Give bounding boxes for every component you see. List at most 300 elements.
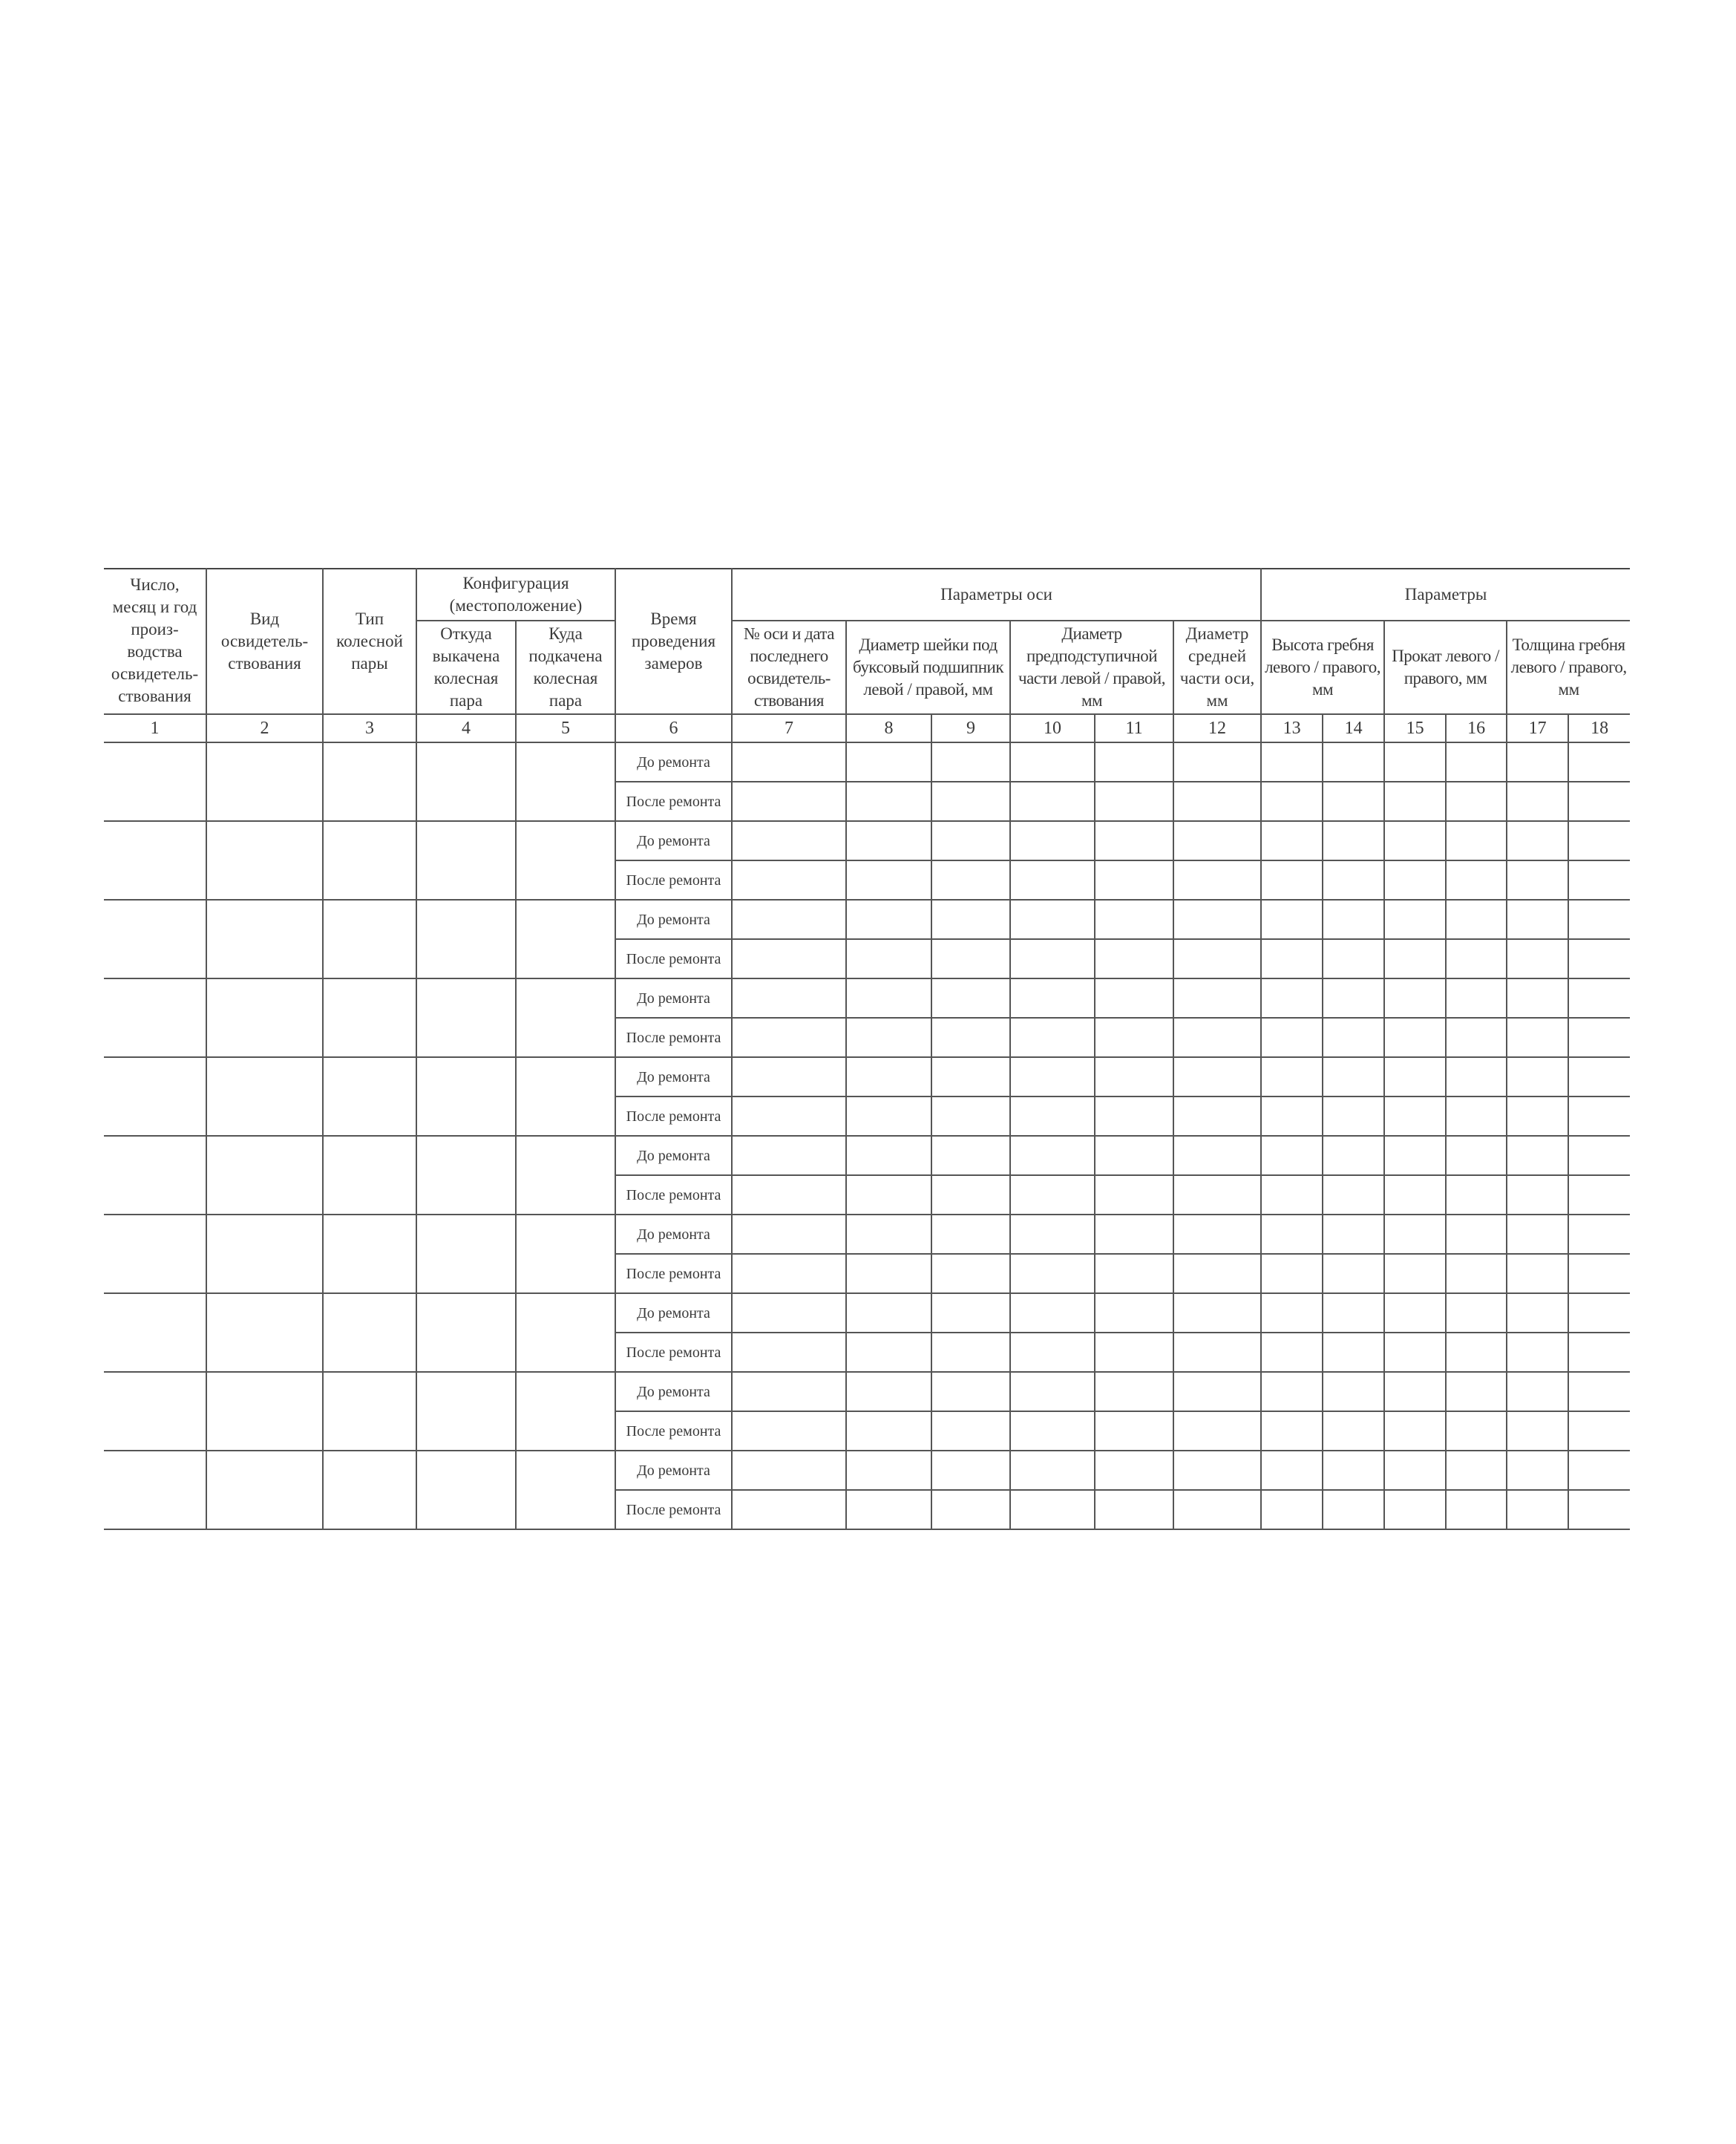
- measurement-cell[interactable]: [931, 1372, 1010, 1411]
- measurement-cell[interactable]: [931, 860, 1010, 900]
- record-cell[interactable]: [323, 1136, 416, 1215]
- measurement-cell[interactable]: [1173, 860, 1261, 900]
- measurement-cell[interactable]: [1323, 1372, 1384, 1411]
- header-flange-thickness: Толщина гребня левого / правого, мм: [1507, 621, 1630, 714]
- measurement-cell[interactable]: [1261, 1018, 1323, 1057]
- measurement-cell[interactable]: [1323, 1018, 1384, 1057]
- measurement-cell[interactable]: [1323, 860, 1384, 900]
- measurement-cell[interactable]: [1507, 939, 1568, 978]
- measurement-cell[interactable]: [1446, 900, 1507, 939]
- header-tread-wear: Прокат левого / правого, мм: [1384, 621, 1507, 714]
- measurement-cell[interactable]: [1568, 1372, 1630, 1411]
- measurement-cell[interactable]: [732, 1096, 846, 1136]
- measurement-cell[interactable]: [1568, 1451, 1630, 1490]
- measurement-cell[interactable]: [1261, 939, 1323, 978]
- measurement-cell[interactable]: [1261, 900, 1323, 939]
- measurement-cell[interactable]: [1568, 1293, 1630, 1333]
- measurement-cell[interactable]: [1095, 939, 1173, 978]
- measurement-cell[interactable]: [1323, 900, 1384, 939]
- measurement-cell[interactable]: [1010, 939, 1095, 978]
- record-row-before: [104, 978, 1630, 1018]
- measurement-cell[interactable]: [1568, 978, 1630, 1018]
- measurement-cell[interactable]: [846, 1293, 931, 1333]
- measurement-cell[interactable]: [1261, 860, 1323, 900]
- measurement-cell[interactable]: [1446, 1411, 1507, 1451]
- measurement-cell[interactable]: [1446, 1490, 1507, 1529]
- measurement-cell[interactable]: [931, 1451, 1010, 1490]
- measurement-cell[interactable]: [1568, 1018, 1630, 1057]
- measurement-cell[interactable]: [1095, 782, 1173, 821]
- measurement-cell[interactable]: [1261, 1490, 1323, 1529]
- measurement-cell[interactable]: [1010, 1254, 1095, 1293]
- measurement-cell[interactable]: [1173, 1490, 1261, 1529]
- measurement-cell[interactable]: [931, 1175, 1010, 1215]
- record-cell[interactable]: [416, 742, 516, 821]
- measurement-cell[interactable]: [1446, 939, 1507, 978]
- measurement-cell[interactable]: [1095, 1096, 1173, 1136]
- record-cell[interactable]: [323, 1451, 416, 1529]
- measurement-cell[interactable]: [1384, 1333, 1446, 1372]
- measurement-cell[interactable]: [1384, 1096, 1446, 1136]
- measurement-cell[interactable]: [1384, 1411, 1446, 1451]
- measurement-cell[interactable]: [1507, 1136, 1568, 1175]
- measurement-cell[interactable]: [732, 821, 846, 860]
- measurement-cell[interactable]: [931, 1136, 1010, 1175]
- measurement-cell[interactable]: [1568, 821, 1630, 860]
- record-cell[interactable]: [516, 821, 615, 900]
- record-cell[interactable]: [416, 1372, 516, 1451]
- measurement-cell[interactable]: [1446, 1096, 1507, 1136]
- measurement-cell[interactable]: [931, 1490, 1010, 1529]
- measurement-cell[interactable]: [1010, 1136, 1095, 1175]
- measurement-cell[interactable]: [1010, 1215, 1095, 1254]
- measurement-cell[interactable]: [1446, 821, 1507, 860]
- measurement-cell[interactable]: [1568, 1096, 1630, 1136]
- measurement-cell[interactable]: [1507, 900, 1568, 939]
- measurement-cell[interactable]: [1010, 1411, 1095, 1451]
- measurement-cell[interactable]: [732, 1057, 846, 1096]
- measurement-cell[interactable]: [846, 1451, 931, 1490]
- measurement-cell[interactable]: [1507, 782, 1568, 821]
- measurement-cell[interactable]: [1173, 782, 1261, 821]
- measurement-cell[interactable]: [931, 1411, 1010, 1451]
- measurement-cell[interactable]: [1173, 1333, 1261, 1372]
- measurement-cell[interactable]: [1095, 1490, 1173, 1529]
- measurement-cell[interactable]: [1095, 1451, 1173, 1490]
- record-cell[interactable]: [323, 978, 416, 1057]
- measurement-cell[interactable]: [1507, 978, 1568, 1018]
- measurement-cell[interactable]: [1384, 1372, 1446, 1411]
- measurement-cell[interactable]: [1261, 1333, 1323, 1372]
- measurement-cell[interactable]: [1261, 1096, 1323, 1136]
- column-number: 11: [1095, 714, 1173, 742]
- measurement-cell[interactable]: [1095, 1254, 1173, 1293]
- measurement-cell[interactable]: [1446, 1057, 1507, 1096]
- measurement-cell[interactable]: [1323, 978, 1384, 1018]
- measurement-cell[interactable]: [846, 1018, 931, 1057]
- measurement-cell[interactable]: [1261, 821, 1323, 860]
- record-cell[interactable]: [104, 821, 206, 900]
- measurement-cell[interactable]: [1261, 1451, 1323, 1490]
- measurement-cell[interactable]: [732, 1254, 846, 1293]
- measurement-cell[interactable]: [1568, 1411, 1630, 1451]
- measurement-cell[interactable]: [1010, 742, 1095, 782]
- measurement-cell[interactable]: [732, 860, 846, 900]
- measurement-cell[interactable]: [1446, 782, 1507, 821]
- measurement-cell[interactable]: [931, 1254, 1010, 1293]
- measurement-cell[interactable]: [1173, 1254, 1261, 1293]
- measurement-cell[interactable]: [1173, 1215, 1261, 1254]
- measurement-cell[interactable]: [1384, 1254, 1446, 1293]
- measurement-cell[interactable]: [1568, 1490, 1630, 1529]
- measurement-cell[interactable]: [1173, 1451, 1261, 1490]
- record-cell[interactable]: [206, 900, 323, 978]
- record-cell[interactable]: [323, 1057, 416, 1136]
- record-cell[interactable]: [516, 1057, 615, 1136]
- measurement-cell[interactable]: [1568, 1136, 1630, 1175]
- measurement-cell[interactable]: [1173, 1411, 1261, 1451]
- measurement-cell[interactable]: [931, 939, 1010, 978]
- measurement-cell[interactable]: [1507, 1018, 1568, 1057]
- measurement-cell[interactable]: [931, 742, 1010, 782]
- measurement-cell[interactable]: [1095, 1411, 1173, 1451]
- measurement-cell[interactable]: [1261, 742, 1323, 782]
- measurement-cell[interactable]: [1010, 821, 1095, 860]
- measurement-cell[interactable]: [1568, 782, 1630, 821]
- measurement-cell[interactable]: [1446, 1372, 1507, 1411]
- measurement-cell[interactable]: [1446, 860, 1507, 900]
- measurement-cell[interactable]: [1010, 1451, 1095, 1490]
- measurement-cell[interactable]: [732, 900, 846, 939]
- measurement-cell[interactable]: [1095, 1293, 1173, 1333]
- measurement-cell[interactable]: [732, 782, 846, 821]
- measurement-time-label: После ремонта: [615, 939, 732, 978]
- measurement-cell[interactable]: [931, 900, 1010, 939]
- measurement-cell[interactable]: [1323, 939, 1384, 978]
- measurement-cell[interactable]: [1384, 860, 1446, 900]
- measurement-cell[interactable]: [1323, 1096, 1384, 1136]
- header-parameters: Параметры: [1261, 569, 1630, 621]
- record-cell[interactable]: [104, 978, 206, 1057]
- measurement-cell[interactable]: [732, 939, 846, 978]
- measurement-cell[interactable]: [846, 742, 931, 782]
- measurement-cell[interactable]: [1507, 860, 1568, 900]
- measurement-cell[interactable]: [1568, 1057, 1630, 1096]
- measurement-cell[interactable]: [846, 939, 931, 978]
- measurement-time-label: До ремонта: [615, 1451, 732, 1490]
- measurement-cell[interactable]: [1446, 1215, 1507, 1254]
- measurement-cell[interactable]: [1568, 900, 1630, 939]
- measurement-cell[interactable]: [1446, 1293, 1507, 1333]
- measurement-cell[interactable]: [931, 1293, 1010, 1333]
- measurement-cell[interactable]: [1095, 821, 1173, 860]
- measurement-cell[interactable]: [1095, 1057, 1173, 1096]
- measurement-cell[interactable]: [1384, 742, 1446, 782]
- measurement-cell[interactable]: [1095, 1215, 1173, 1254]
- measurement-cell[interactable]: [846, 782, 931, 821]
- record-cell[interactable]: [516, 1215, 615, 1293]
- measurement-cell[interactable]: [1173, 1136, 1261, 1175]
- measurement-cell[interactable]: [1095, 900, 1173, 939]
- measurement-cell[interactable]: [1010, 1096, 1095, 1136]
- measurement-cell[interactable]: [1323, 821, 1384, 860]
- measurement-cell[interactable]: [1384, 900, 1446, 939]
- measurement-cell[interactable]: [1261, 1411, 1323, 1451]
- measurement-cell[interactable]: [1568, 939, 1630, 978]
- measurement-cell[interactable]: [1010, 1372, 1095, 1411]
- measurement-cell[interactable]: [1173, 1057, 1261, 1096]
- measurement-cell[interactable]: [1384, 1215, 1446, 1254]
- measurement-cell[interactable]: [1507, 1215, 1568, 1254]
- measurement-cell[interactable]: [732, 1372, 846, 1411]
- measurement-cell[interactable]: [846, 1096, 931, 1136]
- measurement-cell[interactable]: [1010, 1057, 1095, 1096]
- record-cell[interactable]: [516, 978, 615, 1057]
- record-cell[interactable]: [104, 900, 206, 978]
- measurement-cell[interactable]: [1384, 1175, 1446, 1215]
- measurement-cell[interactable]: [732, 1018, 846, 1057]
- record-cell[interactable]: [416, 1057, 516, 1136]
- measurement-cell[interactable]: [1095, 1333, 1173, 1372]
- measurement-cell[interactable]: [1173, 978, 1261, 1018]
- measurement-cell[interactable]: [1261, 1175, 1323, 1215]
- measurement-cell[interactable]: [1507, 1333, 1568, 1372]
- record-cell[interactable]: [206, 978, 323, 1057]
- measurement-cell[interactable]: [1095, 860, 1173, 900]
- measurement-cell[interactable]: [732, 1451, 846, 1490]
- measurement-cell[interactable]: [931, 1096, 1010, 1136]
- measurement-cell[interactable]: [846, 1175, 931, 1215]
- measurement-cell[interactable]: [732, 1215, 846, 1254]
- record-cell[interactable]: [323, 1293, 416, 1372]
- measurement-cell[interactable]: [1323, 1057, 1384, 1096]
- record-cell[interactable]: [206, 742, 323, 821]
- measurement-cell[interactable]: [1261, 782, 1323, 821]
- measurement-cell[interactable]: [1095, 1018, 1173, 1057]
- measurement-cell[interactable]: [1507, 821, 1568, 860]
- measurement-cell[interactable]: [1384, 1293, 1446, 1333]
- measurement-cell[interactable]: [732, 1175, 846, 1215]
- record-cell[interactable]: [516, 900, 615, 978]
- record-cell[interactable]: [416, 1451, 516, 1529]
- measurement-cell[interactable]: [1173, 1293, 1261, 1333]
- measurement-cell[interactable]: [1173, 821, 1261, 860]
- measurement-cell[interactable]: [846, 1057, 931, 1096]
- record-cell[interactable]: [206, 1057, 323, 1136]
- measurement-cell[interactable]: [1010, 1490, 1095, 1529]
- measurement-cell[interactable]: [1323, 1175, 1384, 1215]
- record-cell[interactable]: [323, 900, 416, 978]
- measurement-cell[interactable]: [846, 1254, 931, 1293]
- measurement-cell[interactable]: [1173, 1096, 1261, 1136]
- measurement-cell[interactable]: [1446, 1333, 1507, 1372]
- measurement-cell[interactable]: [1261, 1136, 1323, 1175]
- measurement-cell[interactable]: [931, 1057, 1010, 1096]
- record-cell[interactable]: [206, 1215, 323, 1293]
- measurement-cell[interactable]: [846, 1136, 931, 1175]
- measurement-cell[interactable]: [1323, 742, 1384, 782]
- measurement-cell[interactable]: [1261, 978, 1323, 1018]
- record-cell[interactable]: [104, 1372, 206, 1451]
- measurement-cell[interactable]: [1173, 1175, 1261, 1215]
- measurement-cell[interactable]: [1568, 742, 1630, 782]
- measurement-cell[interactable]: [732, 1333, 846, 1372]
- measurement-cell[interactable]: [1446, 1175, 1507, 1215]
- record-cell[interactable]: [416, 1215, 516, 1293]
- measurement-cell[interactable]: [1507, 1293, 1568, 1333]
- measurement-cell[interactable]: [846, 860, 931, 900]
- measurement-cell[interactable]: [931, 1215, 1010, 1254]
- measurement-cell[interactable]: [1384, 821, 1446, 860]
- measurement-cell[interactable]: [1010, 1293, 1095, 1333]
- measurement-cell[interactable]: [1507, 1096, 1568, 1136]
- measurement-cell[interactable]: [1323, 1451, 1384, 1490]
- measurement-cell[interactable]: [931, 782, 1010, 821]
- record-cell[interactable]: [516, 1293, 615, 1372]
- measurement-cell[interactable]: [1095, 1136, 1173, 1175]
- measurement-cell[interactable]: [1173, 1018, 1261, 1057]
- measurement-cell[interactable]: [1261, 1293, 1323, 1333]
- measurement-cell[interactable]: [1010, 1175, 1095, 1215]
- measurement-cell[interactable]: [1173, 742, 1261, 782]
- measurement-cell[interactable]: [1507, 1175, 1568, 1215]
- record-cell[interactable]: [104, 1293, 206, 1372]
- measurement-cell[interactable]: [931, 1018, 1010, 1057]
- measurement-cell[interactable]: [1261, 1372, 1323, 1411]
- record-cell[interactable]: [206, 821, 323, 900]
- record-cell[interactable]: [416, 900, 516, 978]
- record-cell[interactable]: [206, 1451, 323, 1529]
- measurement-cell[interactable]: [1323, 1333, 1384, 1372]
- record-cell[interactable]: [323, 1215, 416, 1293]
- record-cell[interactable]: [516, 1372, 615, 1451]
- measurement-cell[interactable]: [1507, 1490, 1568, 1529]
- measurement-cell[interactable]: [732, 1411, 846, 1451]
- record-cell[interactable]: [416, 1293, 516, 1372]
- measurement-cell[interactable]: [1446, 1018, 1507, 1057]
- measurement-cell[interactable]: [1173, 900, 1261, 939]
- record-cell[interactable]: [516, 1451, 615, 1529]
- measurement-cell[interactable]: [1323, 782, 1384, 821]
- measurement-cell[interactable]: [1095, 1175, 1173, 1215]
- measurement-cell[interactable]: [846, 1215, 931, 1254]
- measurement-cell[interactable]: [1010, 860, 1095, 900]
- measurement-cell[interactable]: [931, 1333, 1010, 1372]
- record-cell[interactable]: [206, 1136, 323, 1215]
- record-cell[interactable]: [104, 1136, 206, 1215]
- measurement-cell[interactable]: [1010, 900, 1095, 939]
- measurement-cell[interactable]: [1446, 1136, 1507, 1175]
- measurement-cell[interactable]: [1261, 1254, 1323, 1293]
- measurement-cell[interactable]: [846, 900, 931, 939]
- record-cell[interactable]: [416, 1136, 516, 1215]
- measurement-cell[interactable]: [1095, 978, 1173, 1018]
- measurement-time-label: До ремонта: [615, 1372, 732, 1411]
- measurement-cell[interactable]: [1010, 782, 1095, 821]
- measurement-cell[interactable]: [1507, 1451, 1568, 1490]
- record-cell[interactable]: [323, 1372, 416, 1451]
- measurement-cell[interactable]: [846, 1411, 931, 1451]
- record-cell[interactable]: [323, 821, 416, 900]
- measurement-cell[interactable]: [846, 1333, 931, 1372]
- record-cell[interactable]: [416, 978, 516, 1057]
- record-cell[interactable]: [206, 1372, 323, 1451]
- measurement-cell[interactable]: [732, 978, 846, 1018]
- measurement-cell[interactable]: [1384, 1451, 1446, 1490]
- measurement-cell[interactable]: [1010, 1018, 1095, 1057]
- measurement-cell[interactable]: [1446, 1254, 1507, 1293]
- measurement-cell[interactable]: [1010, 978, 1095, 1018]
- record-cell[interactable]: [104, 742, 206, 821]
- measurement-cell[interactable]: [1446, 742, 1507, 782]
- measurement-cell[interactable]: [1568, 1333, 1630, 1372]
- measurement-cell[interactable]: [732, 1136, 846, 1175]
- measurement-cell[interactable]: [1507, 1372, 1568, 1411]
- measurement-cell[interactable]: [1173, 939, 1261, 978]
- record-cell[interactable]: [516, 742, 615, 821]
- measurement-cell[interactable]: [1507, 1057, 1568, 1096]
- record-cell[interactable]: [206, 1293, 323, 1372]
- measurement-cell[interactable]: [1323, 1215, 1384, 1254]
- measurement-cell[interactable]: [732, 1293, 846, 1333]
- measurement-cell[interactable]: [931, 821, 1010, 860]
- column-number: 1: [104, 714, 206, 742]
- measurement-cell[interactable]: [1323, 1254, 1384, 1293]
- measurement-cell[interactable]: [846, 1372, 931, 1411]
- measurement-cell[interactable]: [1568, 1215, 1630, 1254]
- measurement-cell[interactable]: [846, 1490, 931, 1529]
- measurement-cell[interactable]: [1507, 1411, 1568, 1451]
- measurement-cell[interactable]: [732, 1490, 846, 1529]
- measurement-cell[interactable]: [1568, 860, 1630, 900]
- measurement-cell[interactable]: [1323, 1411, 1384, 1451]
- measurement-cell[interactable]: [1384, 978, 1446, 1018]
- measurement-cell[interactable]: [846, 978, 931, 1018]
- record-cell[interactable]: [104, 1451, 206, 1529]
- measurement-cell[interactable]: [1323, 1136, 1384, 1175]
- record-cell[interactable]: [516, 1136, 615, 1215]
- record-cell[interactable]: [104, 1057, 206, 1136]
- measurement-cell[interactable]: [1507, 742, 1568, 782]
- measurement-cell[interactable]: [1010, 1333, 1095, 1372]
- measurement-cell[interactable]: [931, 978, 1010, 1018]
- measurement-cell[interactable]: [1384, 782, 1446, 821]
- measurement-cell[interactable]: [1095, 742, 1173, 782]
- measurement-cell[interactable]: [1261, 1215, 1323, 1254]
- measurement-cell[interactable]: [846, 821, 931, 860]
- measurement-cell[interactable]: [1384, 939, 1446, 978]
- measurement-cell[interactable]: [1323, 1490, 1384, 1529]
- record-cell[interactable]: [323, 742, 416, 821]
- measurement-cell[interactable]: [1384, 1018, 1446, 1057]
- measurement-cell[interactable]: [1095, 1372, 1173, 1411]
- measurement-cell[interactable]: [1173, 1372, 1261, 1411]
- measurement-time-label: До ремонта: [615, 1136, 732, 1175]
- measurement-cell[interactable]: [732, 742, 846, 782]
- measurement-cell[interactable]: [1446, 978, 1507, 1018]
- measurement-cell[interactable]: [1507, 1254, 1568, 1293]
- measurement-cell[interactable]: [1384, 1136, 1446, 1175]
- measurement-cell[interactable]: [1384, 1057, 1446, 1096]
- record-cell[interactable]: [104, 1215, 206, 1293]
- measurement-cell[interactable]: [1568, 1175, 1630, 1215]
- measurement-cell[interactable]: [1384, 1490, 1446, 1529]
- measurement-cell[interactable]: [1261, 1057, 1323, 1096]
- record-cell[interactable]: [416, 821, 516, 900]
- measurement-cell[interactable]: [1323, 1293, 1384, 1333]
- measurement-cell[interactable]: [1446, 1451, 1507, 1490]
- measurement-cell[interactable]: [1568, 1254, 1630, 1293]
